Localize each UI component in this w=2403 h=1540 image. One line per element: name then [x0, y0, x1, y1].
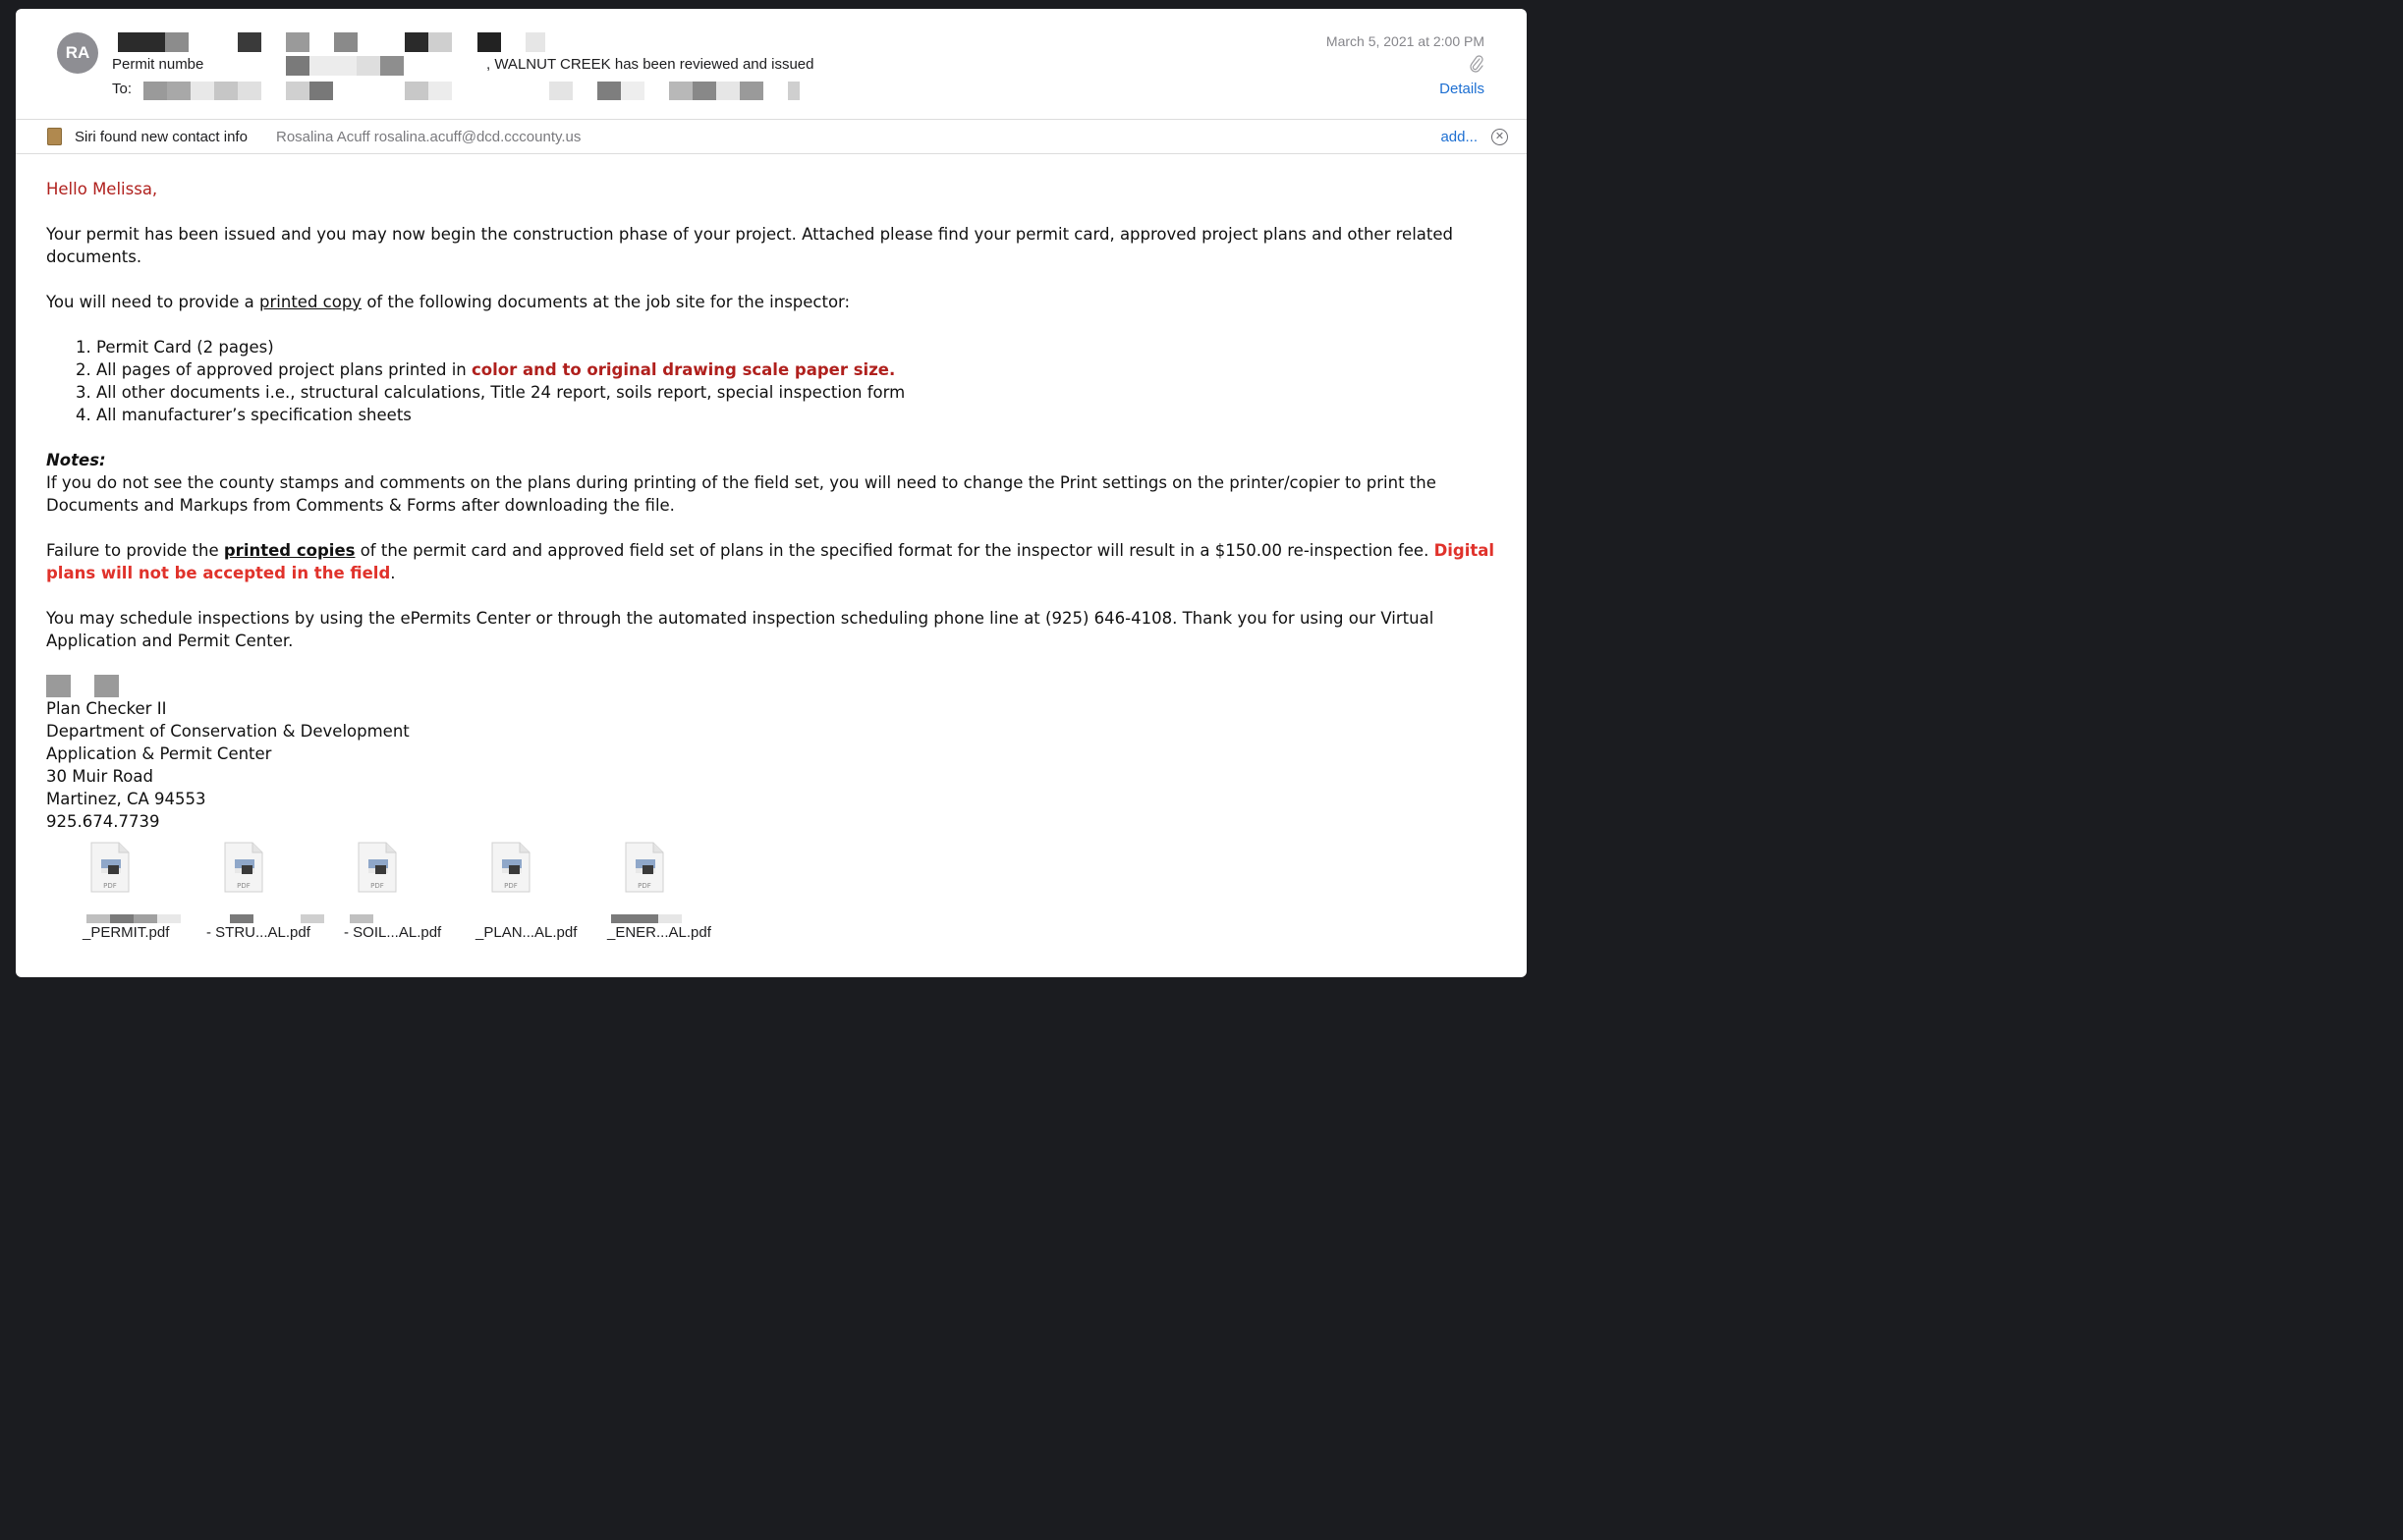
list-item: 1. Permit Card (2 pages)	[96, 336, 1500, 358]
subject-line	[112, 56, 814, 73]
signature-center: Application & Permit Center	[46, 744, 272, 763]
text: of the following documents at the job site for the inspector:	[362, 293, 851, 311]
contacts-book-icon	[47, 128, 62, 145]
subject-prefix: Permit numbe	[112, 56, 204, 73]
paperclip-icon	[1469, 55, 1484, 73]
sender-avatar[interactable]: RA	[57, 32, 98, 74]
notes-text: If you do not see the county stamps and comments on the plans during printing of the field set, you will need to change the Print settings on the printer/copier to print the Documents and Markups from Comments & Forms after downloading the file.	[46, 473, 1436, 515]
pdf-file-icon	[358, 842, 397, 893]
to-line	[112, 81, 132, 97]
svg-text:PDF: PDF	[103, 882, 117, 890]
text: All pages of approved project plans printed in	[96, 360, 473, 379]
text: You will need to provide a	[46, 293, 260, 311]
attachment-name: _PERMIT.pdf	[83, 924, 170, 941]
digital-plans-warning: Digital plans will not be accepted in the field	[46, 541, 1495, 582]
details-link[interactable]: Details	[1439, 81, 1484, 97]
subject-suffix: , WALNUT CREEK has been reviewed and issued	[486, 56, 814, 73]
signature-phone: 925.674.7739	[46, 812, 160, 831]
pdf-file-icon	[224, 842, 263, 893]
svg-text:PDF: PDF	[370, 882, 384, 890]
to-label: To:	[112, 81, 133, 97]
siri-label: Siri found new contact info	[75, 129, 248, 145]
message-body	[46, 178, 1500, 833]
attachment-item[interactable]	[597, 842, 735, 950]
failure-paragraph	[46, 539, 1500, 584]
signature-name-redacted	[46, 675, 1500, 697]
text: .	[390, 564, 396, 582]
text: Failure to provide the	[46, 541, 224, 560]
paragraph-printed-copy	[46, 291, 1500, 313]
greeting: Hello Melissa,	[46, 180, 158, 198]
siri-contact: Rosalina Acuff rosalina.acuff@dcd.cccounty.us	[276, 129, 582, 145]
attachment-item[interactable]	[63, 842, 200, 950]
attachments	[63, 842, 751, 950]
attachment-item[interactable]	[330, 842, 468, 950]
list-item: 4. All manufacturer’s specification sheets	[96, 404, 1500, 426]
signature-city: Martinez, CA 94553	[46, 790, 206, 808]
siri-suggestion-bar	[16, 120, 1527, 154]
documents-list	[46, 336, 1500, 426]
message-date: March 5, 2021 at 2:00 PM	[1325, 33, 1484, 49]
printed-copies-emphasis: printed copies	[223, 541, 356, 560]
paragraph-issued: Your permit has been issued and you may now begin the construction phase of your project. Attached please find your permit card, approved project plans and other related documents.	[46, 225, 1453, 266]
add-contact-button[interactable]: add...	[1440, 129, 1478, 145]
svg-text:PDF: PDF	[237, 882, 251, 890]
list-item	[96, 358, 1500, 381]
svg-text:PDF: PDF	[504, 882, 518, 890]
signature-title: Plan Checker II	[46, 699, 167, 718]
attachment-name: - STRU...AL.pdf	[206, 924, 310, 941]
printed-copy-underline: printed copy	[259, 293, 363, 311]
mail-window	[16, 9, 1527, 977]
attachment-name: - SOIL...AL.pdf	[344, 924, 442, 941]
pdf-file-icon	[625, 842, 664, 893]
attachment-name: _ENER...AL.pdf	[607, 924, 711, 941]
svg-text:PDF: PDF	[638, 882, 651, 890]
notes-heading: Notes:	[46, 451, 106, 469]
signature-street: 30 Muir Road	[46, 767, 153, 786]
highlight-text: color and to original drawing scale paper size.	[472, 360, 896, 379]
pdf-file-icon	[90, 842, 130, 893]
list-item: 3. All other documents i.e., structural calculations, Title 24 report, soils report, special inspection form	[96, 381, 1500, 404]
signature-department: Department of Conservation & Development	[46, 722, 410, 741]
text: of the permit card and approved field set of plans in the specified format for the inspector will result in a $150.00 re-inspection fee.	[355, 541, 1434, 560]
schedule-paragraph: You may schedule inspections by using the ePermits Center or through the automated inspection scheduling phone line at (925) 646-4108. Thank you for using our Virtual Application and Permit Center.	[46, 609, 1434, 650]
message-header	[16, 9, 1527, 120]
attachment-name: _PLAN...AL.pdf	[475, 924, 578, 941]
pdf-file-icon	[491, 842, 531, 893]
close-icon[interactable]: ✕	[1491, 129, 1508, 145]
attachment-item[interactable]	[196, 842, 334, 950]
attachment-item[interactable]	[464, 842, 601, 950]
